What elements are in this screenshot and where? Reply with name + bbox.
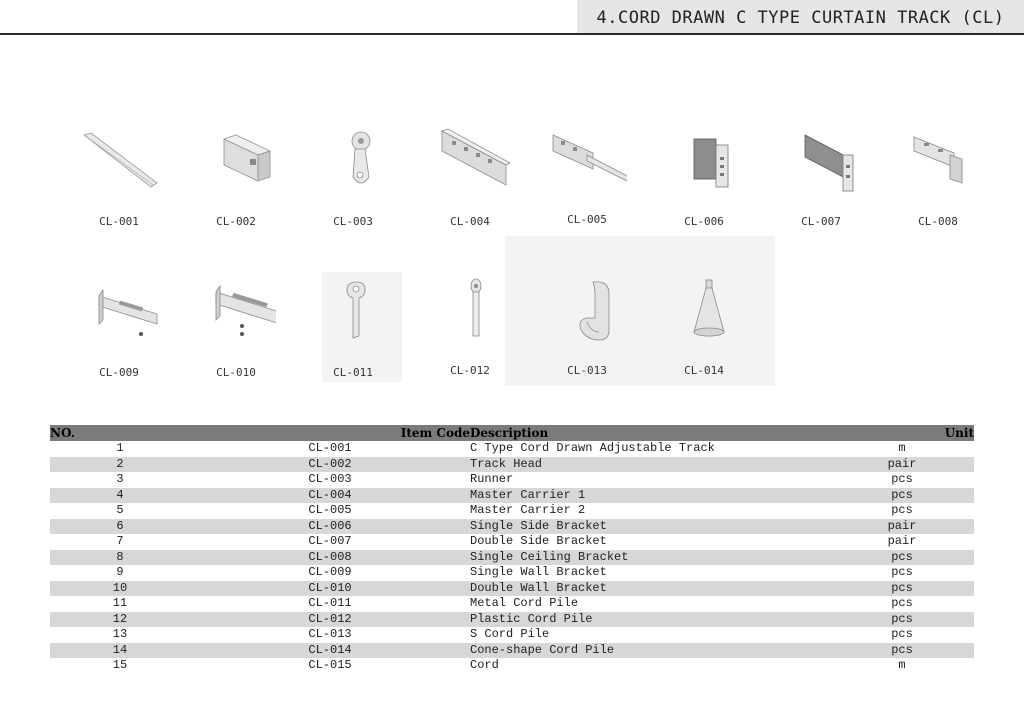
cell-no: 1 [116, 441, 124, 456]
product-tile [654, 276, 754, 396]
cell-code: CL-015 [308, 658, 352, 673]
master-carrier-icon [430, 125, 510, 195]
product-tile [537, 125, 637, 245]
product-tile [771, 125, 871, 245]
table-row [50, 565, 974, 581]
cell-description: S Cord Pile [470, 627, 550, 642]
wall-bracket-icon [79, 276, 159, 346]
table-row [50, 643, 974, 659]
product-code: CL-012 [450, 364, 490, 377]
metal-cord-pile-icon [313, 276, 393, 346]
cell-unit: pcs [830, 488, 974, 504]
table-header-row [50, 425, 974, 441]
cell-code: CL-007 [308, 534, 352, 549]
table-row [50, 488, 974, 504]
cell-description: Runner [470, 472, 514, 487]
cell-unit: pcs [891, 596, 913, 611]
cell-unit: pair [887, 534, 917, 549]
product-code: CL-001 [99, 215, 139, 228]
product-tile [888, 125, 988, 245]
header-rule [0, 33, 1024, 35]
cell-unit: pair [830, 457, 974, 473]
product-code: CL-013 [567, 364, 607, 377]
product-tile [303, 125, 403, 245]
cell-unit: pcs [830, 550, 974, 566]
cell-no: 11 [112, 596, 128, 611]
cell-code: CL-005 [308, 503, 352, 518]
table-row [50, 581, 974, 597]
cell-code: CL-011 [308, 596, 352, 611]
product-code: CL-010 [216, 366, 256, 379]
product-tile [186, 276, 286, 396]
cell-no: 9 [116, 565, 124, 580]
cell-no: 8 [50, 550, 190, 566]
cell-code: CL-004 [190, 488, 470, 504]
cell-unit: m [898, 658, 906, 673]
cell-code: CL-008 [190, 550, 470, 566]
cell-no: 13 [112, 627, 128, 642]
table-row [50, 627, 974, 643]
product-code: CL-009 [99, 366, 139, 379]
product-code: CL-005 [567, 213, 607, 226]
column-header-no: NO. [50, 425, 190, 441]
cell-no: 10 [50, 581, 190, 597]
cell-unit: pcs [830, 581, 974, 597]
column-header-unit: Unit [830, 425, 974, 441]
side-bracket-icon [664, 125, 744, 195]
cell-unit: pcs [891, 472, 913, 487]
cell-code: CL-003 [308, 472, 352, 487]
cell-unit: pcs [891, 503, 913, 518]
track-head-icon [196, 125, 276, 195]
column-header-item-code: Item Code [190, 425, 470, 441]
runner-icon [313, 125, 393, 195]
table-row [50, 519, 974, 535]
table-row [50, 612, 974, 628]
cell-description: Double Side Bracket [470, 534, 607, 549]
cell-no: 3 [116, 472, 124, 487]
cell-unit: pair [830, 519, 974, 535]
cell-description: Single Ceiling Bracket [470, 550, 830, 566]
cell-code: CL-006 [190, 519, 470, 535]
cell-description: Plastic Cord Pile [470, 612, 830, 628]
column-header-description: Description [470, 425, 830, 441]
product-code: CL-014 [684, 364, 724, 377]
product-tile [69, 125, 169, 245]
cell-no: 2 [50, 457, 190, 473]
cell-no: 6 [50, 519, 190, 535]
cell-code: CL-010 [190, 581, 470, 597]
cell-unit: pcs [830, 643, 974, 659]
cell-code: CL-001 [308, 441, 352, 456]
cone-cord-pile-icon [664, 276, 744, 346]
cell-no: 15 [112, 658, 128, 673]
page-title: 4.CORD DRAWN C TYPE CURTAIN TRACK (CL) [596, 8, 1005, 28]
table-row [50, 534, 974, 550]
cell-code: CL-014 [190, 643, 470, 659]
master-carrier-arm-icon [547, 125, 627, 195]
product-code: CL-002 [216, 215, 256, 228]
s-cord-pile-icon [547, 276, 627, 346]
product-tile [654, 125, 754, 245]
product-tile [537, 276, 637, 396]
cell-description: Single Side Bracket [470, 519, 830, 535]
table-row [50, 550, 974, 566]
product-tile [420, 125, 520, 245]
cell-description: Metal Cord Pile [470, 596, 579, 611]
track-profile-icon [79, 125, 159, 195]
product-code: CL-008 [918, 215, 958, 228]
cell-code: CL-009 [308, 565, 352, 580]
cell-no: 14 [50, 643, 190, 659]
product-tile [186, 125, 286, 245]
cell-code: CL-002 [190, 457, 470, 473]
double-side-bracket-icon [781, 125, 861, 195]
cell-code: CL-012 [190, 612, 470, 628]
table-row [50, 658, 974, 674]
double-wall-bracket-icon [196, 276, 276, 346]
table-row [50, 503, 974, 519]
plastic-cord-pile-icon [430, 276, 510, 346]
table-row [50, 457, 974, 473]
table-row [50, 472, 974, 488]
cell-description: Cone-shape Cord Pile [470, 643, 830, 659]
cell-no: 4 [50, 488, 190, 504]
cell-unit: pcs [891, 565, 913, 580]
cell-description: Master Carrier 2 [470, 503, 586, 518]
cell-description: Double Wall Bracket [470, 581, 830, 597]
product-code: CL-011 [333, 366, 373, 379]
product-tile [69, 276, 169, 396]
cell-description: Track Head [470, 457, 830, 473]
table-row [50, 441, 974, 457]
cell-description: Master Carrier 1 [470, 488, 830, 504]
cell-no: 7 [116, 534, 124, 549]
cell-unit: pcs [891, 627, 913, 642]
cell-no: 12 [50, 612, 190, 628]
ceiling-bracket-icon [898, 125, 978, 195]
product-tile [303, 276, 403, 396]
cell-no: 5 [116, 503, 124, 518]
cell-unit: pcs [830, 612, 974, 628]
cell-description: C Type Cord Drawn Adjustable Track [470, 441, 715, 456]
items-table [50, 425, 974, 674]
cell-description: Cord [470, 658, 499, 673]
product-code: CL-004 [450, 215, 490, 228]
product-code: CL-003 [333, 215, 373, 228]
product-tile [420, 276, 520, 396]
cell-description: Single Wall Bracket [470, 565, 607, 580]
cell-code: CL-013 [308, 627, 352, 642]
product-code: CL-006 [684, 215, 724, 228]
cell-unit: m [898, 441, 906, 456]
table-row [50, 596, 974, 612]
product-code: CL-007 [801, 215, 841, 228]
